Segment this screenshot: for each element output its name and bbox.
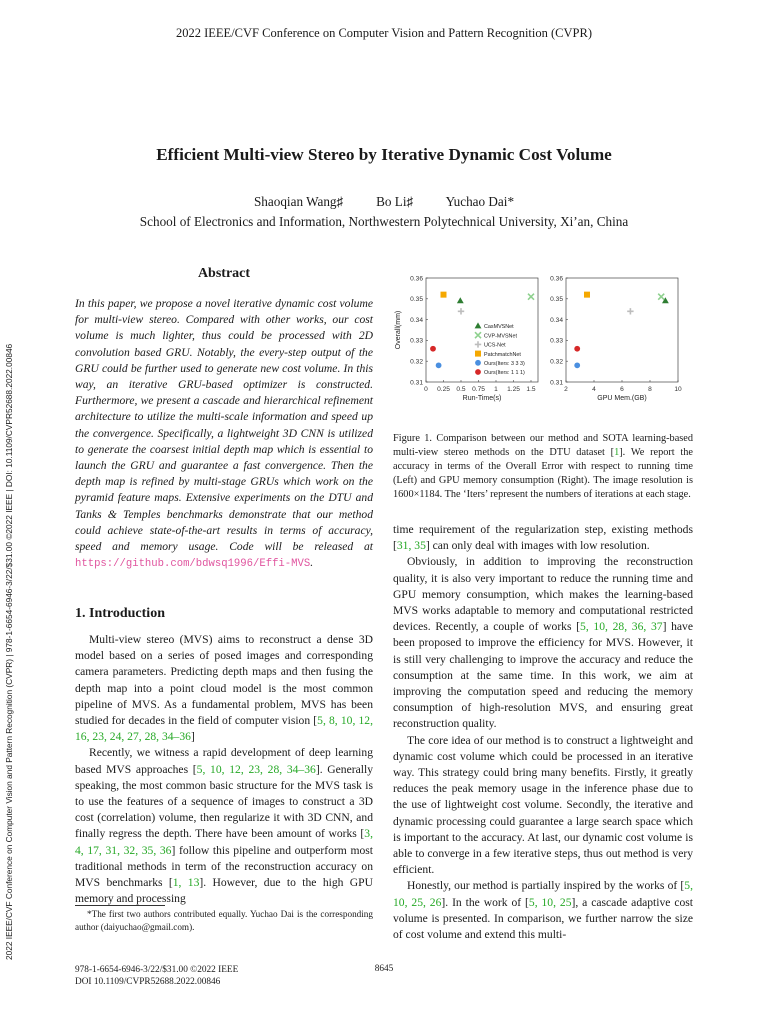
legend-label: CasMVSNet xyxy=(484,324,514,331)
y-tick-label: 0.31 xyxy=(550,379,563,387)
data-point xyxy=(441,292,447,298)
data-point xyxy=(458,308,464,314)
y-tick-label: 0.31 xyxy=(410,379,423,387)
text-run: time requirement of the regularization step, existing methods [ xyxy=(393,523,693,553)
legend-marker xyxy=(475,332,481,338)
legend-label: PatchmatchNet xyxy=(484,351,521,358)
x-tick-label: 1.25 xyxy=(507,386,520,393)
introduction-heading: 1. Introduction xyxy=(75,606,165,621)
right-paragraph-3 xyxy=(393,878,693,943)
page-number: 8645 xyxy=(374,964,394,974)
data-point xyxy=(430,346,436,352)
data-point xyxy=(574,346,580,352)
legend-marker xyxy=(475,322,482,328)
x-tick-label: 0 xyxy=(424,386,428,393)
x-tick-label: 4 xyxy=(592,386,596,393)
legend-marker xyxy=(475,360,481,366)
citation[interactable]: 3, 4, 17, 31, 32, 35, 36 xyxy=(75,827,373,857)
code-link[interactable]: https://github.com/bdwsq1996/Effi-MVS xyxy=(75,558,311,571)
footnote: *The first two authors contributed equally. Yuchao Dai is the corresponding author (daiyuchao@gmail.com). xyxy=(75,909,373,932)
footnote-rule xyxy=(75,905,165,906)
footer-doi: DOI 10.1109/CVPR52688.2022.00846 xyxy=(75,977,221,987)
legend-marker xyxy=(475,369,481,375)
data-point xyxy=(457,297,464,303)
citation[interactable]: 1, 13 xyxy=(172,876,200,890)
citation[interactable]: 31, 35 xyxy=(396,539,426,553)
introduction-text xyxy=(75,632,373,907)
side-publication-strip: 2022 IEEE/CVF Conference on Computer Vision and Pattern Recognition (CVPR) | 978-1-6654-6946-3/22/$31.00 ©2022 IEEE | DOI: 10.1109/CVPR52688.2022.00846 xyxy=(4,343,14,960)
right-column-text xyxy=(393,522,693,943)
legend-label: Ours(Iters: 1 1 1) xyxy=(484,370,525,377)
conference-header: 2022 IEEE/CVF Conference on Computer Vision and Pattern Recognition (CVPR) xyxy=(176,26,592,40)
intro-paragraph-1 xyxy=(75,632,373,745)
affiliation: School of Electronics and Information, Northwestern Polytechnical University, Xi’an, China xyxy=(139,214,629,229)
legend-marker xyxy=(475,341,481,347)
text-run: ]. We report the accuracy in terms of the Overall Error with respect to running time (Left) and GPU memory consumption (Right). The image resolution is 1600×1184. The ‘Iters’ represent the numbers of iterations at each stage. xyxy=(393,447,693,501)
y-tick-label: 0.36 xyxy=(410,275,423,283)
citation[interactable]: 5, 10, 25, 26 xyxy=(393,879,693,909)
figure-1-charts xyxy=(392,268,694,418)
text-run: Figure 1. Comparison between our method and SOTA learning-based multi-view stereo methods on the DTU dataset [ xyxy=(393,433,693,459)
x-tick-label: 0.5 xyxy=(456,386,466,393)
x-tick-label: 0.25 xyxy=(437,386,450,393)
figure-1-caption xyxy=(393,432,693,502)
data-point xyxy=(436,362,442,368)
text-run: ] can only deal with images with low resolution. xyxy=(425,539,650,553)
text-run: ]. However, due to the high GPU memory and processing xyxy=(75,876,373,906)
text-run: Recently, we witness a rapid development of deep learning based MVS approaches [ xyxy=(75,746,373,776)
paper-title: Efficient Multi-view Stereo by Iterative Dynamic Cost Volume xyxy=(156,145,612,164)
y-tick-label: 0.32 xyxy=(410,358,423,366)
x-tick-label: 8 xyxy=(648,386,652,393)
citation[interactable]: 5, 10, 25 xyxy=(528,895,572,909)
citation[interactable]: 5, 10, 12, 23, 28, 34–36 xyxy=(196,762,316,776)
y-tick-label: 0.33 xyxy=(550,337,563,345)
right-paragraph-0 xyxy=(393,522,693,554)
text-run: Obviously, in addition to improving the reconstruction quality, it is also very important to reduce the running time and GPU memory consumption, which makes the learning-based MVS works adaptable to memory and computational restricted devices. Recently, a couple of works [ xyxy=(393,555,693,634)
citation[interactable]: 5, 10, 28, 36, 37 xyxy=(580,620,663,634)
abstract-text xyxy=(75,296,373,572)
citation[interactable]: 1 xyxy=(614,447,620,459)
author-list: Shaoqian Wang♯ Bo Li♯ Yuchao Dai* xyxy=(253,194,515,209)
data-point xyxy=(627,308,633,314)
y-tick-label: 0.33 xyxy=(410,337,423,345)
legend-label: UCS-Net xyxy=(484,342,506,349)
x-tick-label: 0.75 xyxy=(472,386,485,393)
citation[interactable]: 5, 8, 10, 12, 16, 23, 24, 27, 28, 34–36 xyxy=(75,714,373,744)
intro-paragraph-2 xyxy=(75,745,373,907)
legend-label: Ours(Iters: 3 3 3) xyxy=(484,361,525,367)
text-run: Multi-view stereo (MVS) aims to reconstruct a dense 3D model based on a series of posed images and corresponding camera parameters. Predicting depth maps and then fusing the depth map into a point cloud model is the most common pipeline of MVS. As a fundamental problem, MVS has been studied for decades in the field of computer vision [ xyxy=(75,633,373,728)
text-run: ] follow this pipeline and outperform most traditional methods in term of the reconstruction accuracy on MVS benchmarks [ xyxy=(75,843,374,890)
y-tick-label: 0.32 xyxy=(550,358,563,366)
text-run: ]. In the work of [ xyxy=(441,895,529,909)
y-tick-label: 0.34 xyxy=(550,316,563,324)
abstract-paragraph: In this paper, we propose a novel iterative dynamic cost volume for multi-view stereo. Compared with other works, our cost volume is much lighter, thus could be processed with 2D convolution based GRU. Notably, the every-step output of the GRU could be further used to generate new cost volume. In this way, an iterative GRU-based optimizer is constructed. Furthermore, we present a cascade and hierarchical refinement architecture to utilize the multi-scale information and speed up the convergence. Specifically, a lightweight 3D CNN is utilized to generate the coarsest initial depth map which is essential to launch the GRU and guarantee a fast convergence. Then the depth map is refined by multi-stage GRUs which work on the pyramid feature maps. Extensive experiments on the DTU and Tanks & Temples benchmarks demonstrate that our method could achieve state-of-the-art results in terms of accuracy, speed and memory usage. Code will be released at xyxy=(75,297,373,554)
data-point xyxy=(584,292,590,298)
legend-marker xyxy=(475,351,481,357)
y-tick-label: 0.34 xyxy=(410,316,423,324)
abstract-end: . xyxy=(310,556,314,570)
x-tick-label: 1 xyxy=(494,386,498,393)
text-run: ] xyxy=(190,730,195,744)
text-run: ], a cascade adaptive cost volume is presented. In comparison, we further narrow the size of cost volume and extend this multi- xyxy=(393,895,694,942)
figure-1 xyxy=(392,268,694,418)
data-point xyxy=(574,362,580,368)
chart-frame xyxy=(566,278,678,382)
y-tick-label: 0.36 xyxy=(550,275,563,283)
data-point xyxy=(658,294,664,300)
right-paragraph-2: The core idea of our method is to construct a lightweight and dynamic cost volume which could be processed in an iterative way. This strategy could bring many benefits. Firstly, it greatly reduces the peak memory usage in the inference phase due to the use of lightweight cost volume. Secondly, the iterative and dynamic processing could guarantee a large search space which is important to the accuracy. At last, our dynamic cost volume is able to converge in a few iterative steps, thus out method is very efficient. xyxy=(393,733,693,877)
x-tick-label: 2 xyxy=(564,386,568,393)
y-tick-label: 0.35 xyxy=(550,296,563,304)
text-run: ] have been proposed to improve the efficiency for MVS. However, it is still very challenging to improve the accuracy and reduce the consumption at the same time. In this work, we aim at improving the computation speed and reducing the memory consumption of high-resolution MVS, and ensuring great reconstruction quality. xyxy=(393,620,693,731)
legend-label: CVP-MVSNet xyxy=(484,333,517,340)
text-run: Honestly, our method is partially inspired by the works of [ xyxy=(407,879,685,893)
x-tick-label: 1.5 xyxy=(526,386,536,393)
x-tick-label: 10 xyxy=(674,386,682,393)
abstract-heading: Abstract xyxy=(197,266,251,281)
data-point xyxy=(528,294,534,300)
y-axis-label: Overall(mm) xyxy=(395,310,402,350)
x-axis-label: Run-Time(s) xyxy=(462,395,502,402)
x-axis-label: GPU Mem.(GB) xyxy=(597,395,647,402)
y-tick-label: 0.35 xyxy=(410,296,423,304)
text-run: ]. Generally speaking, the most common basic structure for the MVS task is to use the features of a sequence of images to construct a 3D cost (correlation) volume, then regularize it with 3D CNN, and finally regress the depth. There have been amount of works [ xyxy=(75,762,373,841)
footer-isbn: 978-1-6654-6946-3/22/$31.00 ©2022 IEEE xyxy=(75,965,239,975)
right-paragraph-1 xyxy=(393,554,693,732)
x-tick-label: 6 xyxy=(620,386,624,393)
